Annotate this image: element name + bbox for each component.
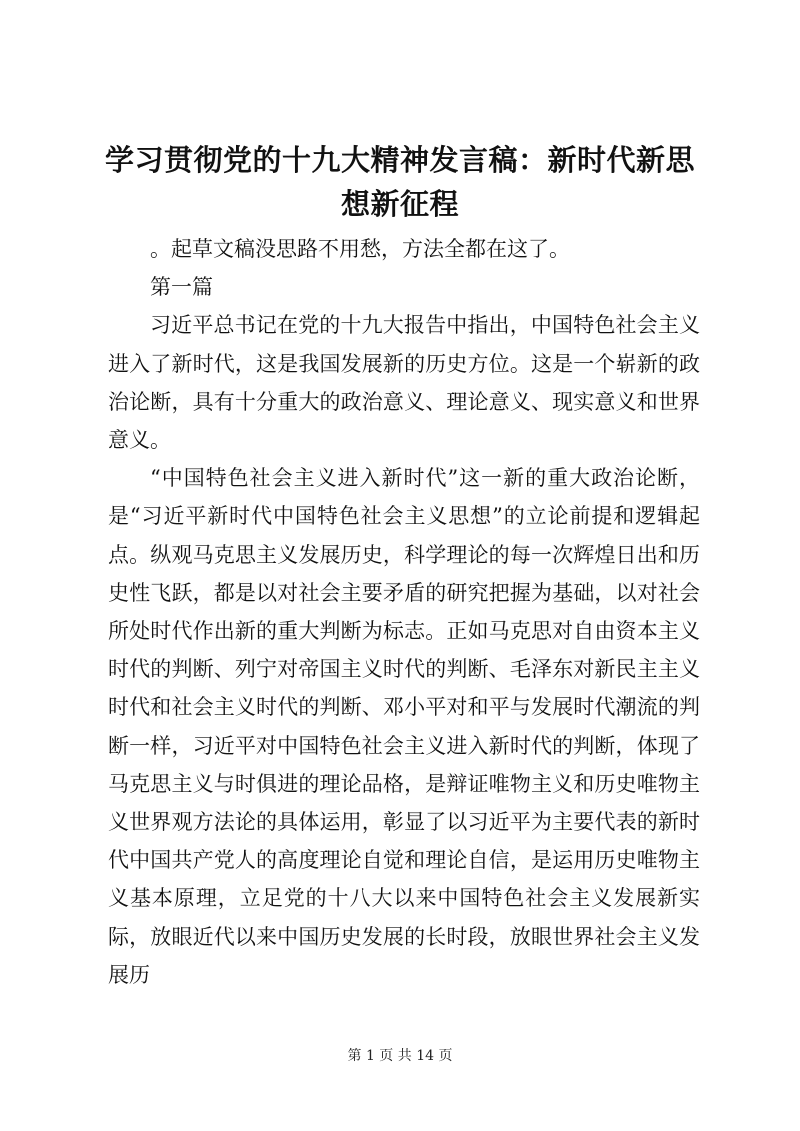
document-body [108, 230, 700, 994]
section-heading: 第一篇 [150, 275, 213, 300]
page-footer: 第 1 页 共 14 页 [347, 1048, 453, 1064]
document-title: 学习贯彻党的十九大精神发言稿：新时代新思想新征程 [104, 143, 695, 221]
body-paragraph: “中国特色社会主义进入新时代”这一新的重大政治论断，是“习近平新时代中国特色社会主义思想”的立论前提和逻辑起点。纵观马克思主义发展历史，科学理论的每一次辉煌日出和历史性飞跃，都是以对社会主要矛盾的研究把握为基础，以对社会所处时代作出新的重大判断为标志。正如马克思对自由资本主义时代的判断、列宁对帝国主义时代的判断、毛泽东对新民主主义时代和社会主义时代的判断、邓小平对和平与发展时代潮流的判断一样，习近平对中国特色社会主义进入新时代的判断，体现了马克思主义与时俱进的理论品格，是辩证唯物主义和历史唯物主义世界观方法论的具体运用，彰显了以习近平为主要代表的新时代中国共产党人的高度理论自觉和理论自信，是运用历史唯物主义基本原理，立足党的十八大以来中国特色社会主义发展新实际，放眼近代以来中国历史发展的长时段，放眼世界社会主义发展历 [108, 466, 700, 987]
intro-paragraph: 。起草文稿没思路不用愁，方法全都在这了。 [150, 237, 570, 261]
body-paragraph: 习近平总书记在党的十九大报告中指出，中国特色社会主义进入了新时代，这是我国发展新的历史方位。这是一个崭新的政治论断，具有十分重大的政治意义、理论意义、现实意义和世界意义。 [108, 313, 700, 453]
